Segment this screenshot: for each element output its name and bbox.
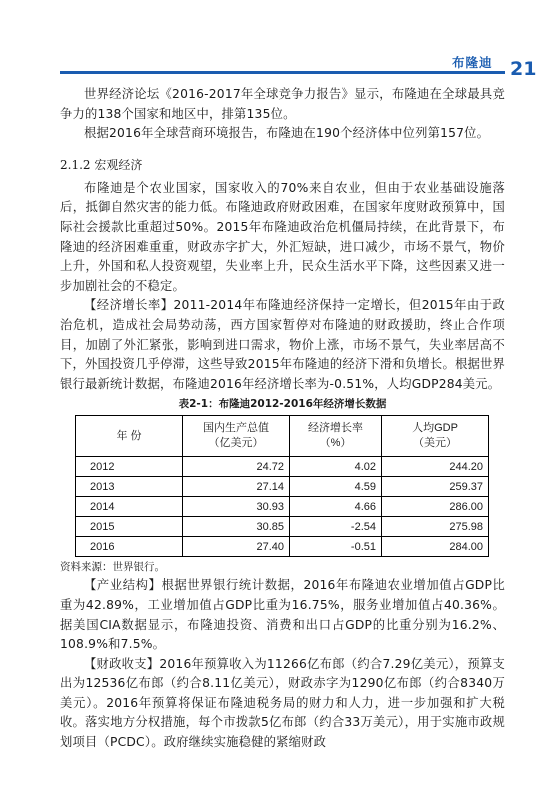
table-row [76, 517, 489, 537]
header-per-capita-unit: （美元） [413, 437, 457, 450]
paragraph-macro-overview: 布隆迪是个农业国家，国家收入的70%来自农业，但由于农业基础设施落后，抵御自然灾害的能力低。布隆迪政府财政困难，在国家年度财政预算中，国际社会援款比重超过50%。2015年布隆迪政治危机僵局持续，在此背景下，布隆迪的经济困难重重，财政赤字扩大，外汇短缺，进口减少，市场不景气，物价上升，外国和私人投资观望，失业率上升，民众生活水平下降，这些因素又进一步加剧社会的不稳定。 [60, 180, 505, 293]
table-source-note: 资料来源：世界银行。 [60, 561, 165, 574]
cell-growth: 4.59 [290, 477, 382, 497]
paragraph-growth-rate: 【经济增长率】2011-2014年布隆迪经济保持一定增长，但2015年由于政治危机，造成社会局势动荡，西方国家暂停对布隆迪的财政援助，终止合作项目，加剧了外汇紧张，影响到进口需求，物价上涨，市场不景气，失业率居高不下，外国投资几乎停滞，这些导致2015年布隆迪的经济下滑和负增长。根据世界银行最新统计数据，布隆迪2016年经济增长率为-0.51%，人均GDP284美元。 [60, 298, 505, 391]
paragraph-fiscal-balance: 【财政收支】2016年预算收入为11266亿布郎（约合7.29亿美元），预算支出为12536亿布郎（约合8.11亿美元），财政赤字为1290亿布郎（约合8340万美元）。2016年预算将保证布隆迪税务局的财力和人力，进一步加强和扩大税收。落实地方分权措施，每个市拨款5亿布郎（约合33万美元），用于实施市政规划项目（PCDC）。政府继续实施稳健的紧缩财政 [60, 656, 505, 750]
paragraph-competitiveness: 世界经济论坛《2016-2017年全球竞争力报告》显示，布隆迪在全球最具竞争力的138个国家和地区中，排第135位。 [60, 87, 505, 121]
paragraph-industry-structure: 【产业结构】根据世界银行统计数据，2016年布隆迪农业增加值占GDP比重为42.89%，工业增加值占GDP比重为16.75%，服务业增加值占40.36%。据美国CIA数据显示，布隆迪投资、消费和出口占GDP的比重分别为16.2%、108.9%和7.5%。 [60, 578, 505, 652]
cell-year: 2013 [76, 477, 183, 497]
paragraph-business-environment: 根据2016年全球营商环境报告，布隆迪在190个经济体中位列第157位。 [84, 126, 490, 141]
header-per-capita-label: 人均GDP [412, 422, 458, 435]
cell-per-capita: 259.37 [382, 477, 489, 497]
header-rule [60, 71, 505, 74]
header-year: 年 份 [76, 416, 183, 457]
cell-growth: -2.54 [290, 517, 382, 537]
cell-gdp: 27.14 [183, 477, 290, 497]
table-row [76, 537, 489, 557]
cell-growth: 4.02 [290, 457, 382, 477]
header-gdp [183, 416, 290, 457]
cell-per-capita: 244.20 [382, 457, 489, 477]
cell-per-capita: 275.98 [382, 517, 489, 537]
table-row [76, 477, 489, 497]
cell-per-capita: 286.00 [382, 497, 489, 517]
cell-year: 2012 [76, 457, 183, 477]
cell-year: 2016 [76, 537, 183, 557]
cell-growth: -0.51 [290, 537, 382, 557]
cell-gdp: 30.85 [183, 517, 290, 537]
cell-gdp: 24.72 [183, 457, 290, 477]
cell-year: 2015 [76, 517, 183, 537]
cell-year: 2014 [76, 497, 183, 517]
header-per-capita [382, 416, 489, 457]
table-row [76, 457, 489, 477]
page-number: 21 [510, 58, 537, 80]
economic-growth-table [75, 415, 489, 557]
cell-per-capita: 284.00 [382, 537, 489, 557]
cell-gdp: 27.40 [183, 537, 290, 557]
table-caption: 表2-1：布隆迪2012-2016年经济增长数据 [178, 398, 387, 411]
cell-gdp: 30.93 [183, 497, 290, 517]
cell-growth: 4.66 [290, 497, 382, 517]
header-growth: 经济增长率（%） [290, 416, 382, 457]
section-heading: 2.1.2 宏观经济 [60, 157, 143, 172]
table-header-row [76, 416, 489, 457]
running-header-title: 布隆迪 [452, 55, 493, 70]
table-row [76, 497, 489, 517]
header-gdp-unit: （亿美元） [208, 437, 264, 450]
page-body [60, 85, 505, 753]
header-gdp-label: 国内生产总值 [203, 422, 269, 435]
